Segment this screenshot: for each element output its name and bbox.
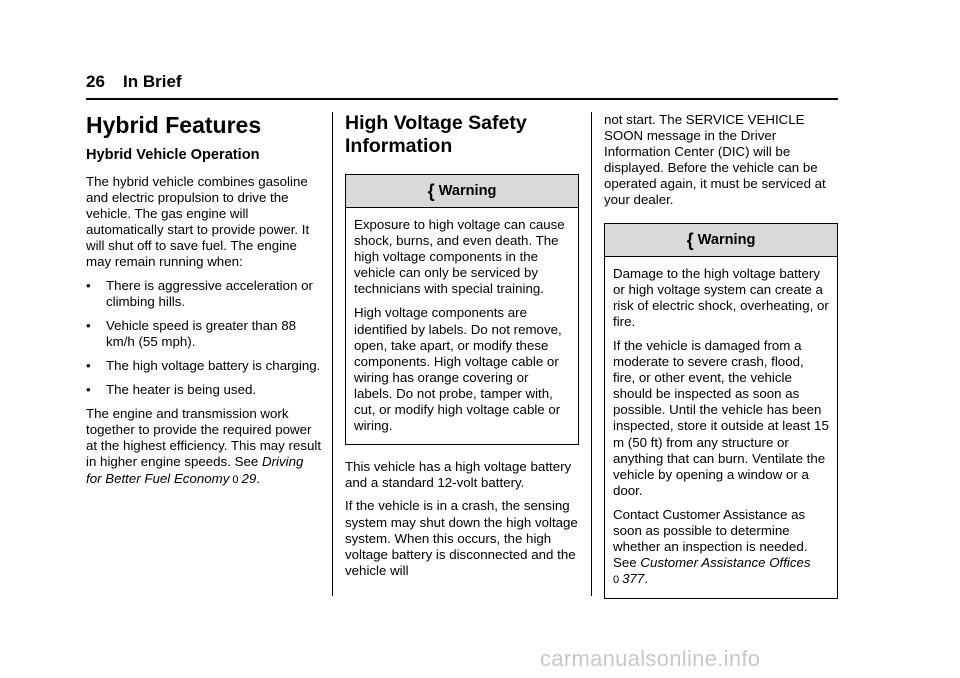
list-item: • There is aggressive acceleration or climbing hills. (86, 277, 313, 309)
intro-paragraph: The hybrid vehicle combines gasoline and electric propulsion to drive the vehicle. The gas engine will automatically start to provide power. It will shut off to save fuel. The engine may remain running when: (86, 174, 310, 270)
warning-symbol-icon: { (427, 181, 435, 201)
warning-header (346, 175, 578, 208)
body-paragraph: This vehicle has a high voltage battery and a standard 12-volt battery. (345, 459, 572, 491)
reference-page-29[interactable]: 29 (241, 470, 257, 486)
warning-paragraph: Damage to the high voltage battery or high voltage system can create a risk of electric shock, overheating, or fire. (613, 265, 829, 329)
column-hybrid-features (86, 112, 322, 495)
warning-symbol-icon: { (686, 229, 694, 250)
bullet-icon: • (86, 382, 91, 398)
column-continued (604, 112, 838, 613)
warning-paragraph: If the vehicle is damaged from a moderate to severe crash, flood, fire, or other event, the vehicle should be inspected as soon as possible. Until the vehicle has been inspected, store it outside at least 15 m (50 ft) from any structure or anything that can burn. Ventilate the vehicle by opening a window or a door. (613, 337, 829, 498)
header-rule (86, 98, 838, 100)
column-divider (332, 112, 333, 596)
heading-hybrid-features: Hybrid Features (86, 112, 262, 138)
column-high-voltage-safety (345, 112, 579, 586)
bullet-icon: • (86, 317, 91, 333)
section-title: In Brief (123, 72, 182, 91)
page-number: 26 (86, 72, 105, 91)
warning-body (605, 257, 837, 599)
warning-box-damage (604, 223, 838, 600)
watermark: carmanualsonline.info (540, 646, 761, 671)
warning-title: Warning (697, 231, 756, 248)
continued-paragraph: not start. The SERVICE VEHICLE SOON message in the Driver Information Center (DIC) will be displayed. Before the vehicle can be operated again, it must be serviced at your dealer. (604, 112, 826, 208)
list-item: • The high voltage battery is charging. (86, 357, 321, 373)
warning-box-high-voltage (345, 174, 579, 445)
page-header (86, 72, 838, 100)
reference-page-377[interactable]: 377 (622, 571, 645, 587)
warning-body (346, 208, 578, 444)
body-paragraph: If the vehicle is in a crash, the sensing system may shut down the high voltage system. When this occurs, the high voltage battery is disconnected and the vehicle will (345, 498, 578, 578)
reference-link-fuel-economy[interactable]: Driving for Better Fuel Economy (86, 454, 304, 486)
subheading-hybrid-vehicle-operation: Hybrid Vehicle Operation (86, 147, 260, 163)
list-item: • Vehicle speed is greater than 88 km/h (55 mph). (86, 317, 296, 349)
bullet-icon: • (86, 277, 91, 293)
warning-title: Warning (438, 183, 497, 199)
warning-paragraph: Exposure to high voltage can cause shock, burns, and even death. The high voltage components in the vehicle can only be serviced by technicians with special training. (354, 217, 565, 297)
warning-paragraph: Contact Customer Assistance as soon as possible to determine whether an inspection is needed. See Customer Assistance Offices 0 377. (613, 506, 811, 587)
column-divider (591, 112, 592, 596)
bullet-icon: • (86, 357, 91, 373)
page-ref-arrow-icon: 0 (613, 574, 620, 587)
warning-paragraph: High voltage components are identified by labels. Do not remove, open, take apart, or modify these components. High voltage cable or wiring has orange covering or labels. Do not probe, tamper with, cut, or modify high voltage cable or wiring. (354, 305, 562, 434)
page-ref-arrow-icon: 0 (232, 473, 239, 486)
outro-paragraph: The engine and transmission work together to provide the required power at the highest efficiency. This may result in higher engine speeds. See Driving for Better Fuel Economy 0 29. (86, 406, 322, 486)
conditions-list (86, 278, 322, 399)
warning-header (605, 224, 837, 257)
heading-high-voltage-safety: High Voltage Safety Information (345, 112, 527, 157)
reference-link-customer-assistance[interactable]: Customer Assistance Offices (640, 555, 811, 571)
list-item: • The heater is being used. (86, 382, 257, 398)
